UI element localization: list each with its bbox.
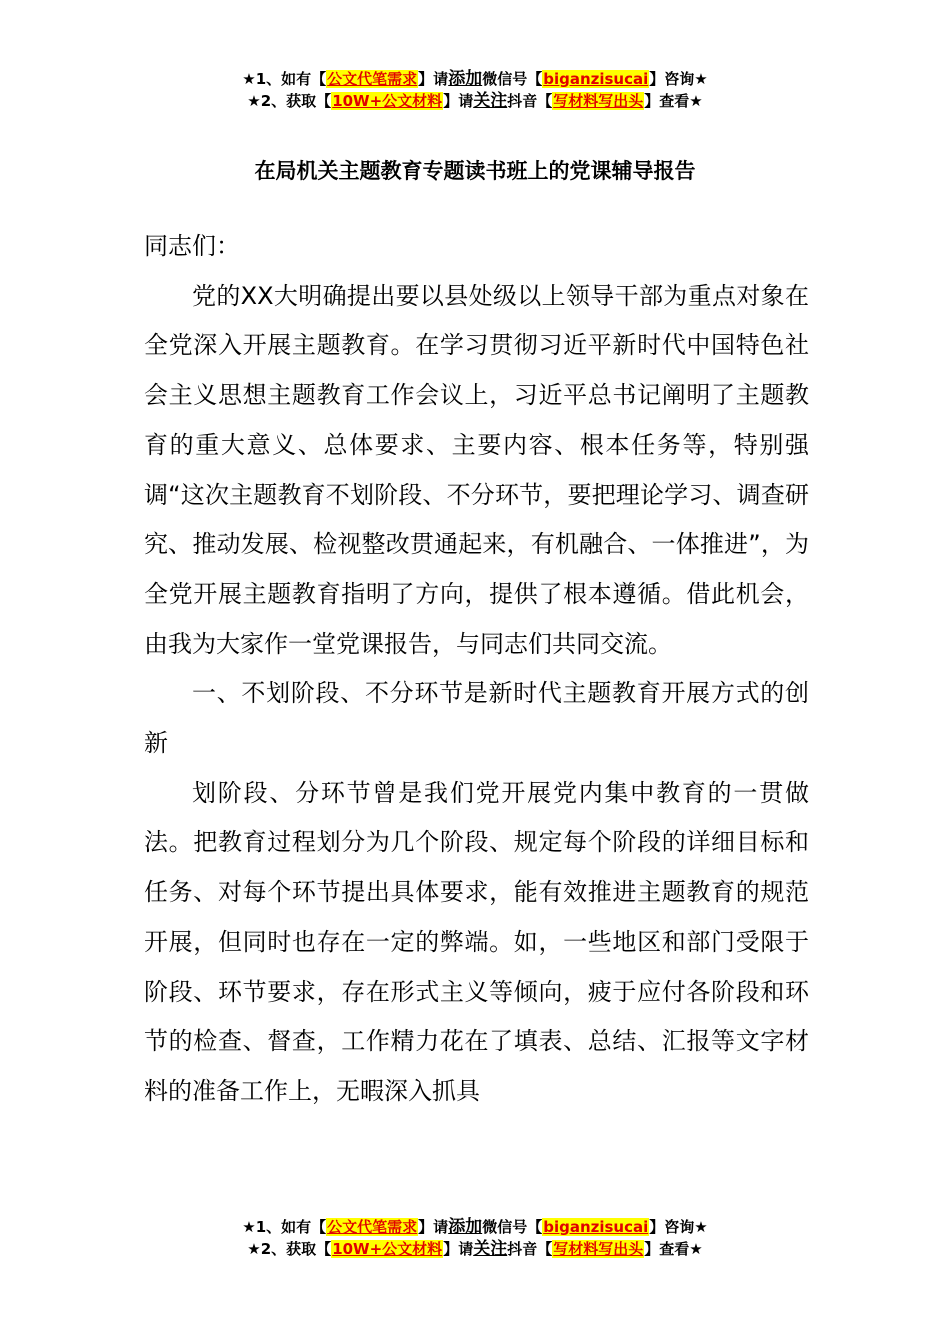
- promo-line-2-prefix: ★2、获取【: [247, 92, 332, 110]
- promo-line-1-mid: 】请: [418, 1218, 449, 1236]
- section-heading: 一、不划阶段、不分环节是新时代主题教育开展方式的创新: [144, 679, 809, 758]
- promo-line-2-prefix: ★2、获取【: [247, 1240, 332, 1258]
- promo-service-highlight: 公文代笔需求: [327, 70, 418, 88]
- promo-add-emphasis: 添加: [448, 69, 483, 89]
- document-title: 在局机关主题教育专题读书班上的党课辅导报告: [254, 159, 696, 183]
- promo-line-2: [0, 90, 950, 112]
- promo-line-1-suffix: 】咨询★: [649, 70, 708, 88]
- promo-line-1-prefix: ★1、如有【: [242, 70, 327, 88]
- promo-follow-emphasis: 关注: [473, 91, 508, 111]
- promo-line-2-suffix: 】查看★: [644, 1240, 703, 1258]
- salutation: 同志们：: [144, 232, 240, 260]
- promo-wechat-id: biganzisucai: [543, 70, 649, 88]
- body-paragraph: 党的XX大明确提出要以县处级以上领导干部为重点对象在全党深入开展主题教育。在学习贯彻习近平新时代中国特色社会主义思想主题教育工作会议上，习近平总书记阐明了主题教育的重大意义、总体要求、主要内容、根本任务等，特别强调“这次主题教育不划阶段、不分环节，要把理论学习、调查研究、推动发展、检视整改贯通起来，有机融合、一体推进”，为全党开展主题教育指明了方向，提供了根本遵循。借此机会，由我为大家作一堂党课报告，与同志们共同交流。: [144, 281, 809, 658]
- promo-line-1-suffix: 】咨询★: [649, 1218, 708, 1236]
- promo-douyin-account: 写材料写出头: [553, 92, 644, 110]
- promo-line-1-prefix: ★1、如有【: [242, 1218, 327, 1236]
- document-body: [144, 222, 809, 1117]
- promo-add-emphasis: 添加: [448, 1217, 483, 1237]
- bottom-promo-banner: [0, 1216, 950, 1260]
- promo-line-1-mid2: 微信号【: [482, 1218, 543, 1236]
- promo-line-1: [0, 68, 950, 90]
- promo-line-2-suffix: 】查看★: [644, 92, 703, 110]
- promo-service-highlight: 公文代笔需求: [327, 1218, 418, 1236]
- top-promo-banner: [0, 68, 950, 112]
- promo-line-2: [0, 1238, 950, 1260]
- promo-line-1-mid2: 微信号【: [482, 70, 543, 88]
- promo-line-1: [0, 1216, 950, 1238]
- promo-follow-emphasis: 关注: [473, 1239, 508, 1259]
- promo-wechat-id: biganzisucai: [543, 1218, 649, 1236]
- promo-line-2-mid2: 抖音【: [507, 1240, 553, 1258]
- promo-line-2-mid2: 抖音【: [507, 92, 553, 110]
- body-paragraph: 划阶段、分环节曾是我们党开展党内集中教育的一贯做法。把教育过程划分为几个阶段、规定每个阶段的详细目标和任务、对每个环节提出具体要求，能有效推进主题教育的规范开展，但同时也存在一定的弊端。如，一些地区和部门受限于阶段、环节要求，存在形式主义等倾向，疲于应付各阶段和环节的检查、督查，工作精力花在了填表、总结、汇报等文字材料的准备工作上，无暇深入抓具: [144, 778, 809, 1105]
- promo-materials-highlight: 10W+公文材料: [332, 92, 443, 110]
- promo-douyin-account: 写材料写出头: [553, 1240, 644, 1258]
- promo-line-2-mid: 】请: [443, 1240, 474, 1258]
- promo-line-2-mid: 】请: [443, 92, 474, 110]
- promo-line-1-mid: 】请: [418, 70, 449, 88]
- promo-materials-highlight: 10W+公文材料: [332, 1240, 443, 1258]
